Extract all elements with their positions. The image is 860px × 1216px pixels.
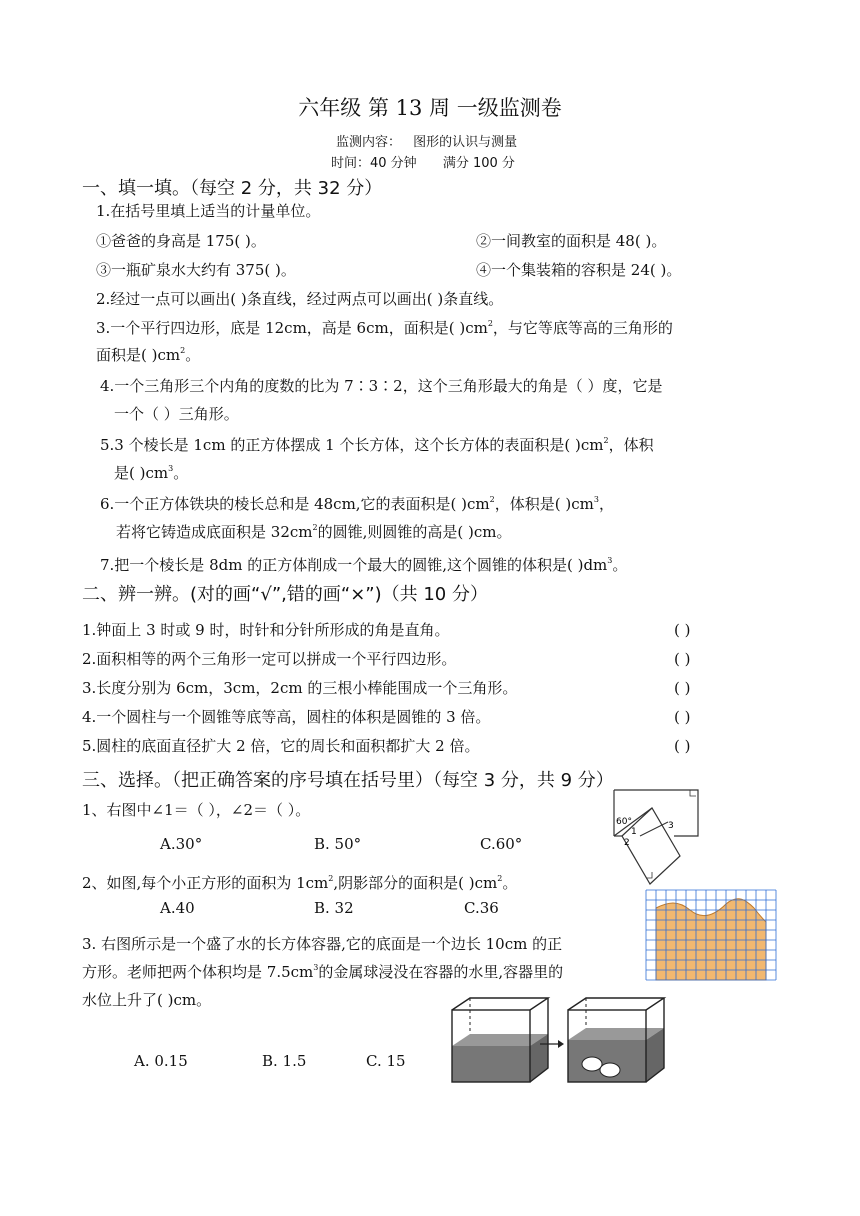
q6-line1-b: ，体积是( )cm (494, 495, 594, 513)
q5-line2 (114, 463, 188, 483)
score-info: 满分 100 分 (442, 156, 515, 171)
choice-option: B. 32 (314, 899, 354, 917)
sup-3: 3 (607, 556, 613, 565)
q5-line2-b: 。 (173, 464, 189, 482)
angle-label-60: 60° (616, 817, 632, 827)
answer-bracket[interactable]: ( ) (674, 679, 691, 697)
sup-2: 2 (489, 495, 495, 504)
sup-3: 3 (313, 963, 319, 972)
content-label (336, 131, 517, 150)
q2: 2.经过一点可以画出( )条直线，经过两点可以画出( )条直线。 (96, 290, 504, 308)
q5-line1-b: ，体积 (608, 436, 654, 454)
q6-line1-c: ， (598, 495, 614, 513)
q7-a: 7.把一个棱长是 8dm 的正方体削成一个最大的圆锥,这个圆锥的体积是( )dm (100, 556, 608, 574)
choice-option: B. 1.5 (262, 1052, 307, 1070)
answer-bracket[interactable]: ( ) (674, 650, 691, 668)
q1-stem: 1.在括号里填上适当的计量单位。 (96, 202, 321, 220)
choice-q3-line2-a: 方形。老师把两个体积均是 7.5cm (82, 963, 314, 981)
choice-q3-line2-b: 的金属球浸没在容器的水里,容器里的 (318, 963, 564, 981)
angle-label-3: 3 (668, 821, 674, 831)
sup-2: 2 (497, 874, 503, 883)
q4-line1: 4.一个三角形三个内角的度数的比为 7∶3∶2，这个三角形最大的角是（ ）度，它是 (100, 377, 663, 395)
section1-heading: 一、填一填。（每空 2 分，共 32 分） (82, 178, 383, 199)
q6-line1 (100, 494, 614, 514)
choice-option: A.30° (160, 835, 203, 853)
sup-2: 2 (312, 523, 318, 532)
sup-2: 2 (487, 319, 493, 328)
metal-ball (600, 1063, 620, 1077)
sup-3: 3 (593, 495, 599, 504)
content-label-text: 监测内容： (336, 135, 402, 150)
q3-line2-b: 。 (185, 346, 201, 364)
sup-3: 3 (168, 464, 174, 473)
choice-q2-c: 。 (502, 874, 518, 892)
sup-2: 2 (603, 436, 609, 445)
folded-paper-figure (604, 786, 704, 888)
answer-bracket[interactable]: ( ) (674, 708, 691, 726)
time-info: 时间：40 分钟 (331, 156, 417, 171)
shaded-region (656, 899, 766, 980)
q3-line1-a: 3.一个平行四边形，底是 12cm，高是 6cm，面积是( )cm (96, 319, 488, 337)
q6-line2 (116, 522, 511, 542)
q5-line1-a: 5.3 个棱长是 1cm 的正方体摆成 1 个长方体，这个长方体的表面积是( )cm (100, 436, 604, 454)
judge-item: 4.一个圆柱与一个圆锥等底等高，圆柱的体积是圆锥的 3 倍。 (82, 708, 491, 726)
q6-line1-a: 6.一个正方体铁块的棱长总和是 48cm,它的表面积是( )cm (100, 495, 490, 513)
choice-option: A. 0.15 (134, 1052, 188, 1070)
q6-line2-b: 的圆锥,则圆锥的高是( )cm。 (317, 523, 512, 541)
sup-2: 2 (328, 874, 334, 883)
q1-d: ④一个集装箱的容积是 24( )。 (476, 261, 682, 279)
angle-label-1: 1 (631, 827, 637, 837)
choice-q3-line3: 水位上升了( )cm。 (82, 991, 212, 1009)
q4-line2: 一个（ ）三角形。 (114, 405, 239, 423)
answer-bracket[interactable]: ( ) (674, 621, 691, 639)
q5-line1 (100, 435, 654, 455)
q3-line1-b: ，与它等底等高的三角形的 (492, 319, 673, 337)
judge-item: 2.面积相等的两个三角形一定可以拼成一个平行四边形。 (82, 650, 457, 668)
angle-label-2: 2 (624, 838, 630, 848)
choice-option: B. 50° (314, 835, 362, 853)
q7-b: 。 (612, 556, 628, 574)
time-score-info (331, 152, 515, 171)
answer-bracket[interactable]: ( ) (674, 737, 691, 755)
q7 (100, 555, 627, 575)
shaded-grid-figure (644, 888, 778, 982)
choice-option: C. 15 (366, 1052, 406, 1070)
section2-heading: 二、辨一辨。(对的画“√”,错的画“×”)（共 10 分） (82, 584, 488, 605)
judge-item: 1.钟面上 3 时或 9 时，时针和分针所形成的角是直角。 (82, 621, 450, 639)
water-container-figure (446, 994, 668, 1086)
sup-2: 2 (180, 346, 186, 355)
choice-q3-line1: 3. 右图所示是一个盛了水的长方体容器,它的底面是一个边长 10cm 的正 (82, 935, 563, 953)
content-value: 图形的认识与测量 (413, 135, 518, 150)
q6-line2-a: 若将它铸造成底面积是 32cm (116, 523, 313, 541)
q1-c: ③一瓶矿泉水大约有 375( )。 (96, 261, 296, 279)
q1-a: ①爸爸的身高是 175( )。 (96, 232, 266, 250)
water-left (452, 1046, 530, 1082)
judge-item: 5.圆柱的底面直径扩大 2 倍，它的周长和面积都扩大 2 倍。 (82, 737, 480, 755)
section3-heading: 三、选择。（把正确答案的序号填在括号里）（每空 3 分，共 9 分） (82, 770, 614, 791)
choice-q2 (82, 873, 517, 893)
choice-q2-a: 2、如图,每个小正方形的面积为 1cm (82, 874, 329, 892)
choice-option: C.36 (464, 899, 499, 917)
q3-line2 (96, 345, 200, 365)
judge-item: 3.长度分别为 6cm，3cm，2cm 的三根小棒能围成一个三角形。 (82, 679, 518, 697)
metal-ball (582, 1057, 602, 1071)
page-title: 六年级 第 13 周 一级监测卷 (298, 96, 562, 120)
choice-option: C.60° (480, 835, 523, 853)
q3-line1 (96, 318, 673, 338)
q1-b: ②一间教室的面积是 48( )。 (476, 232, 667, 250)
q3-line2-a: 面积是( )cm (96, 346, 181, 364)
choice-q3-line2 (82, 962, 563, 982)
choice-q2-b: ,阴影部分的面积是( )cm (333, 874, 498, 892)
q5-line2-a: 是( )cm (114, 464, 169, 482)
choice-option: A.40 (160, 899, 195, 917)
choice-q1: 1、右图中∠1＝（ ），∠2＝（ ）。 (82, 801, 311, 819)
